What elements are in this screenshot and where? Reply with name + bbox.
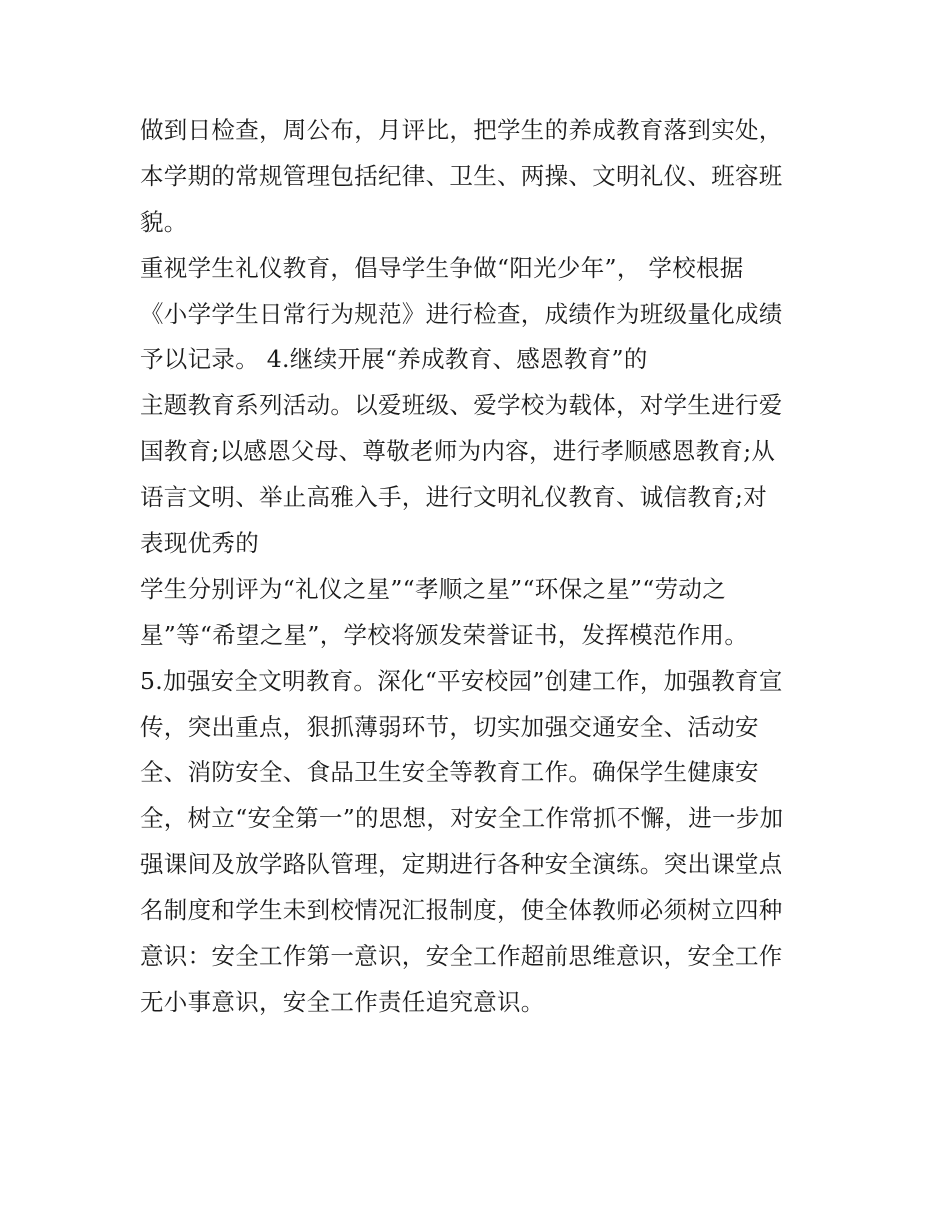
text-line: 《小学学生日常行为规范》进行检查，成绩作为班级量化成绩 <box>140 299 783 328</box>
text-line: 语言文明、举止高雅入手，进行文明礼仪教育、诚信教育;对 <box>140 483 768 512</box>
text-line: 本学期的常规管理包括纪律、卫生、两操、文明礼仪、班容班 <box>140 161 783 190</box>
text-line: 全，树立“安全第一”的思想，对安全工作常抓不懈，进一步加 <box>140 804 784 833</box>
text-line: 名制度和学生未到校情况汇报制度，使全体教师必须树立四种 <box>140 896 783 925</box>
text-line: 主题教育系列活动。以爱班级、爱学校为载体，对学生进行爱 <box>140 391 783 420</box>
body-text <box>140 108 830 1026</box>
text-line: 貌。 <box>140 207 188 236</box>
text-line: 国教育;以感恩父母、尊敬老师为内容，进行孝顺感恩教育;从 <box>140 437 776 466</box>
text-line: 无小事意识，安全工作责任追究意识。 <box>140 987 545 1016</box>
text-line: 表现优秀的 <box>140 529 259 558</box>
text-line: 星”等“希望之星”，学校将颁发荣誉证书，发挥模范作用。 <box>140 620 749 649</box>
text-line: 学生分别评为“礼仪之星”“孝顺之星”“环保之星”“劳动之 <box>140 574 726 603</box>
text-line: 重视学生礼仪教育，倡导学生争做“阳光少年”， 学校根据 <box>140 253 744 282</box>
text-line: 全、消防安全、食品卫生安全等教育工作。确保学生健康安 <box>140 758 759 787</box>
text-line: 传，突出重点，狠抓薄弱环节，切实加强交通安全、活动安 <box>140 712 759 741</box>
text-line: 做到日检查，周公布，月评比，把学生的养成教育落到实处， <box>140 116 783 144</box>
text-line: 予以记录。 4.继续开展“养成教育、感恩教育”的 <box>140 345 648 374</box>
text-line: 意识：安全工作第一意识，安全工作超前思维意识，安全工作 <box>140 942 783 971</box>
text-line: 强课间及放学路队管理，定期进行各种安全演练。突出课堂点 <box>140 850 783 879</box>
text-line: 5.加强安全文明教育。深化“平安校园”创建工作，加强教育宣 <box>140 666 783 695</box>
